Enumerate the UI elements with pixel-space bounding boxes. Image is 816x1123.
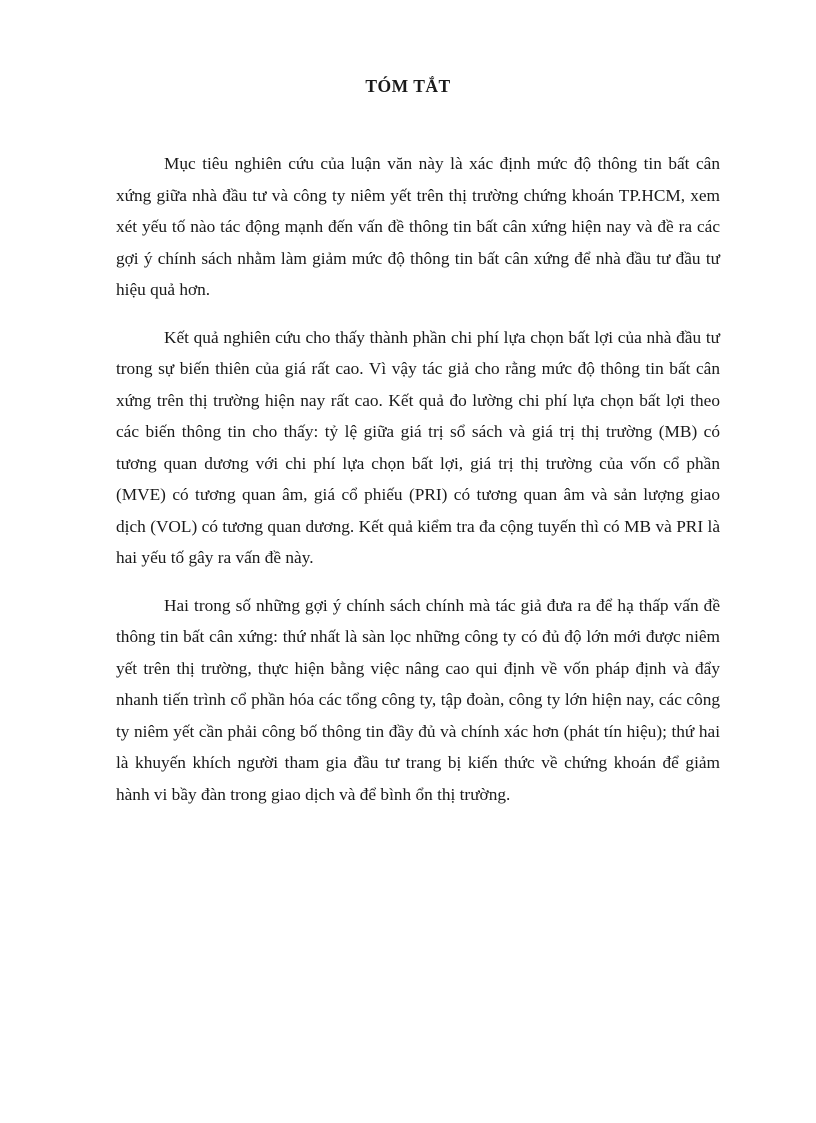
paragraph-objective: Mục tiêu nghiên cứu của luận văn này là xác định mức độ thông tin bất cân xứng giữa nhà đầu tư và công ty niêm yết trên thị trường chứng khoán TP.HCM, xem xét yếu tố nào tác động mạnh đến vấn đề thông tin bất cân xứng hiện nay và đề ra các gợi ý chính sách nhằm làm giảm mức độ thông tin bất cân xứng để nhà đầu tư đầu tư hiệu quả hơn. <box>116 154 720 299</box>
page-title: TÓM TẮT <box>365 76 451 96</box>
paragraph-policy-suggestions: Hai trong số những gợi ý chính sách chính mà tác giả đưa ra để hạ thấp vấn đề thông tin bất cân xứng: thứ nhất là sàn lọc những công ty có đủ độ lớn mới được niêm yết trên thị trường, thực hiện bằng việc nâng cao qui định về vốn pháp định và đẩy nhanh tiến trình cổ phần hóa các tổng công ty, tập đoàn, công ty lớn hiện nay, các công ty niêm yết cần phải công bố thông tin đầy đủ và chính xác hơn (phát tín hiệu); thứ hai là khuyến khích người tham gia đầu tư trang bị kiến thức về chứng khoán để giảm hành vi bầy đàn trong giao dịch và để bình ổn thị trường. <box>116 595 720 804</box>
paragraph-results: Kết quả nghiên cứu cho thấy thành phần chi phí lựa chọn bất lợi của nhà đầu tư trong sự biến thiên của giá rất cao. Vì vậy tác giả cho rằng mức độ thông tin bất cân xứng trên thị trường hiện nay rất cao. Kết quả đo lường chi phí lựa chọn bất lợi theo các biến thông tin cho thấy: tỷ lệ giữa giá trị sổ sách và giá trị thị trường (MB) có tương quan dương với chi phí lựa chọn bất lợi, giá trị thị trường của vốn cổ phần (MVE) có tương quan âm, giá cổ phiếu (PRI) có tương quan âm và sản lượng giao dịch (VOL) có tương quan dương. Kết quả kiểm tra đa cộng tuyến thì có MB và PRI là hai yếu tố gây ra vấn đề này. <box>116 327 720 567</box>
abstract-body <box>116 148 720 826</box>
